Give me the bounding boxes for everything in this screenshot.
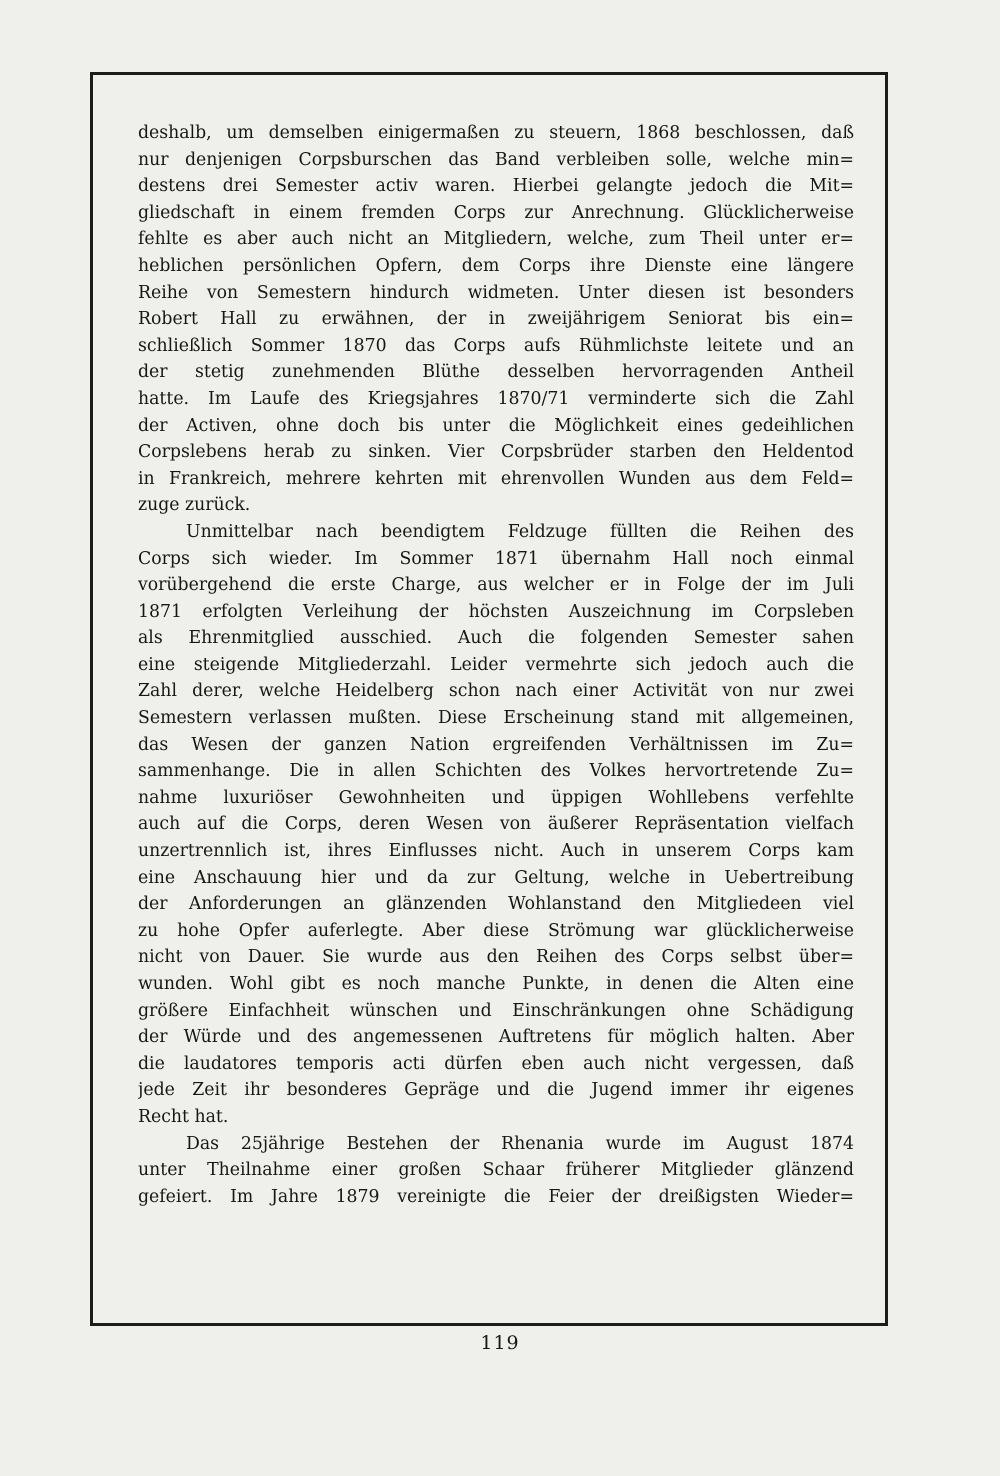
text-line: das Wesen der ganzen Nation ergreifenden Verhältnissen im Zu= bbox=[138, 734, 854, 755]
text-line: wunden. Wohl gibt es noch manche Punkte, in denen die Alten eine bbox=[138, 974, 854, 994]
text-line: jede Zeit ihr besonderes Gepräge und die Jugend immer ihr eigenes bbox=[138, 1080, 854, 1101]
page-number: 119 bbox=[480, 1332, 520, 1354]
paragraph-first-line: Unmittelbar nach beendigtem Feldzuge füllten die Reihen des bbox=[186, 521, 854, 542]
text-line: zu hohe Opfer auferlegte. Aber diese Strömung war glücklicherweise bbox=[138, 920, 854, 941]
text-line: unter Theilnahme einer großen Schaar früherer Mitglieder glänzend bbox=[138, 1160, 854, 1181]
text-line: als Ehrenmitglied ausschied. Auch die folgenden Semester sahen bbox=[138, 628, 854, 649]
text-line: Corpslebens herab zu sinken. Vier Corpsbrüder starben den Heldentod bbox=[138, 442, 854, 463]
text-line: unzertrennlich ist, ihres Einflusses nicht. Auch in unserem Corps kam bbox=[138, 841, 854, 862]
text-line: nahme luxuriöser Gewohnheiten und üppigen Wohllebens verfehlte bbox=[138, 787, 854, 808]
text-line: Zahl derer, welche Heidelberg schon nach einer Activität von nur zwei bbox=[138, 681, 854, 702]
text-line: die laudatores temporis acti dürfen eben auch nicht vergessen, daß bbox=[138, 1053, 854, 1074]
text-line: hatte. Im Laufe des Kriegsjahres 1870/71 verminderte sich die Zahl bbox=[138, 388, 854, 409]
text-line: destens drei Semester activ waren. Hierbei gelangte jedoch die Mit= bbox=[138, 176, 854, 197]
text-line: nur denjenigen Corpsburschen das Band verbleiben solle, welche min= bbox=[138, 149, 854, 170]
text-line: der Anforderungen an glänzenden Wohlanstand den Mitgliedeen viel bbox=[138, 894, 854, 915]
text-line: schließlich Sommer 1870 das Corps aufs Rühmlichste leitete und an bbox=[138, 335, 854, 356]
text-line: heblichen persönlichen Opfern, dem Corps ihre Dienste eine längere bbox=[138, 255, 854, 276]
text-line: 1871 erfolgten Verleihung der höchsten Auszeichnung im Corpsleben bbox=[138, 601, 854, 622]
text-line: in Frankreich, mehrere kehrten mit ehrenvollen Wunden aus dem Feld= bbox=[138, 468, 854, 489]
text-line: auch auf die Corps, deren Wesen von äußerer Repräsentation vielfach bbox=[138, 814, 854, 835]
text-line: fehlte es aber auch nicht an Mitgliedern, welche, zum Theil unter er= bbox=[138, 229, 854, 250]
text-line: Recht hat. bbox=[138, 1106, 229, 1127]
text-line: der Activen, ohne doch bis unter die Möglichkeit eines gedeihlichen bbox=[138, 415, 854, 436]
text-line: Corps sich wieder. Im Sommer 1871 übernahm Hall noch einmal bbox=[138, 548, 854, 569]
text-line: der stetig zunehmenden Blüthe desselben hervorragenden Antheil bbox=[138, 362, 854, 383]
text-line: der Würde und des angemessenen Auftretens für möglich halten. Aber bbox=[138, 1027, 854, 1048]
text-line: eine Anschauung hier und da zur Geltung, welche in Uebertreibung bbox=[138, 867, 854, 888]
text-line: größere Einfachheit wünschen und Einschränkungen ohne Schädigung bbox=[138, 1000, 854, 1021]
text-line: nicht von Dauer. Sie wurde aus den Reihen des Corps selbst über= bbox=[138, 947, 854, 968]
text-line: Robert Hall zu erwähnen, der in zweijährigem Seniorat bis ein= bbox=[138, 309, 854, 330]
text-line: gefeiert. Im Jahre 1879 vereinigte die Feier der dreißigsten Wieder= bbox=[138, 1186, 854, 1207]
text-line: Semestern verlassen mußten. Diese Erscheinung stand mit allgemeinen, bbox=[138, 708, 854, 729]
text-line: eine steigende Mitgliederzahl. Leider vermehrte sich jedoch auch die bbox=[138, 654, 854, 675]
body-text bbox=[138, 120, 854, 1210]
text-line: Reihe von Semestern hindurch widmeten. Unter diesen ist besonders bbox=[138, 282, 854, 303]
text-line: sammenhange. Die in allen Schichten des Volkes hervortretende Zu= bbox=[138, 761, 854, 782]
text-line: deshalb, um demselben einigermaßen zu steuern, 1868 beschlossen, daß bbox=[138, 123, 854, 143]
text-line: gliedschaft in einem fremden Corps zur Anrechnung. Glücklicherweise bbox=[138, 202, 854, 223]
text-line: zuge zurück. bbox=[138, 495, 251, 516]
paragraph-first-line: Das 25jährige Bestehen der Rhenania wurde im August 1874 bbox=[186, 1133, 854, 1154]
text-line: vorübergehend die erste Charge, aus welcher er in Folge der im Juli bbox=[138, 575, 854, 596]
